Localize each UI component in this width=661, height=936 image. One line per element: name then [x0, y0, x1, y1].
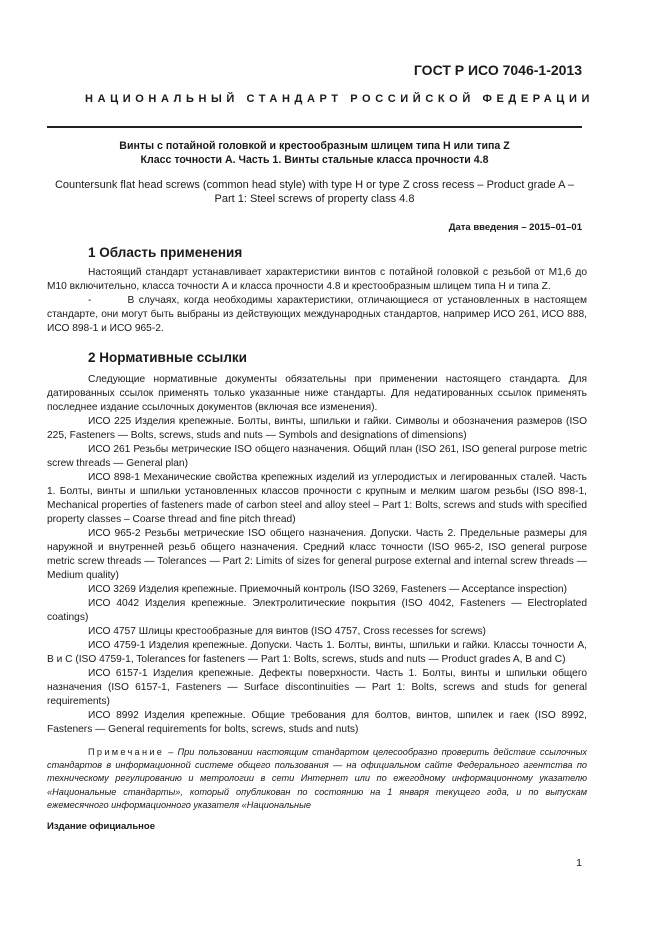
section-2-heading: 2 Нормативные ссылки: [88, 350, 247, 365]
reference-item: ИСО 6157-1 Изделия крепежные. Дефекты поверхности. Часть 1. Болты, винты и шпильки общего назначения (ISO 6157-1, Fasteners — Surface discontinuities — Part 1: Bolts, screws and studs for general requirements): [47, 668, 587, 707]
section-1-paragraph: - В случаях, когда необходимы характеристики, отличающиеся от установленных в настоящем стандарте, они могут быть выбраны из действующих международных стандартов, например ИСО 261, ИСО 888, ИСО 898-1 и ИСО 965-2.: [47, 295, 590, 334]
note-block: [47, 746, 587, 812]
introduction-date: Дата введения – 2015–01–01: [448, 222, 582, 233]
reference-item: ИСО 898-1 Механические свойства крепежных изделий из углеродистых и легированных сталей. Часть 1. Болты, винты и шпильки установленных классов прочности с крупным и мелким шагом резьбы (ISO 898-1, Mechanical properties of fasteners made of carbon steel and alloy steel – Part 1: Bolts, screws and studs with specified property classes – Coarse thread and fine pitch thread): [47, 472, 587, 525]
page-number: 1: [576, 857, 582, 869]
note-text: – При пользовании настоящим стандартом целесообразно проверить действие ссылочных стандартов в информационной системе общего пользования — на официальном сайте Федерального агентства по техническому регулированию и метрологии в сети Интернет или по ежегодному информационному указателю «Национальные стандарты», который опубликован по состоянию на 1 января текущего года, и по выпускам ежемесячного информационного указателя «Национальные: [47, 747, 587, 810]
section-2-intro: Следующие нормативные документы обязательны при применении настоящего стандарта. Для датированных ссылок применять только указанные ниже стандарты. Для недатированных ссылок применять последнее издание ссылочных документов (включая все изменения).: [47, 374, 587, 413]
standard-number: ГОСТ Р ИСО 7046-1-2013: [413, 62, 582, 78]
official-edition-label: Издание официальное: [47, 821, 155, 832]
section-1-heading: 1 Область применения: [88, 245, 243, 260]
reference-item: ИСО 8992 Изделия крепежные. Общие требования для болтов, винтов, шпилек и гаек (ISO 8992, Fasteners — General requirements for bolts, screws, studs and nuts): [47, 710, 587, 735]
note-label: Примечание: [88, 747, 165, 757]
reference-item: ИСО 4042 Изделия крепежные. Электролитические покрытия (ISO 4042, Fasteners — Electroplated coatings): [47, 598, 587, 623]
title-english: Countersunk flat head screws (common head style) with type H or type Z cross recess – Product grade A – Part 1: Steel screws of property class 4.8: [54, 179, 575, 205]
reference-item: ИСО 4757 Шлицы крестообразные для винтов (ISO 4757, Cross recesses for screws): [88, 626, 486, 637]
header-divider: [47, 126, 582, 128]
reference-item: ИСО 225 Изделия крепежные. Болты, винты, шпильки и гайки. Символы и обозначения размеров (ISO 225, Fasteners — Bolts, screws, studs and nuts — Symbols and designations of dimensions): [47, 416, 587, 441]
reference-item: ИСО 4759-1 Изделия крепежные. Допуски. Часть 1. Болты, винты, шпильки и гайки. Классы точности A, B и C (ISO 4759-1, Tolerances for fasteners — Part 1: Bolts, screws, studs and nuts — Product grades A, B and C): [47, 640, 587, 665]
title-ru-line-2: Класс точности А. Часть 1. Винты стальные класса прочности 4.8: [140, 154, 489, 166]
national-standard-line: НАЦИОНАЛЬНЫЙ СТАНДАРТ РОССИЙСКОЙ ФЕДЕРАЦИИ: [85, 93, 594, 105]
reference-item: ИСО 3269 Изделия крепежные. Приемочный контроль (ISO 3269, Fasteners — Acceptance inspection): [88, 584, 567, 595]
title-russian: [47, 139, 582, 167]
section-2-body: [47, 373, 587, 737]
title-ru-line-1: Винты с потайной головкой и крестообразным шлицем типа H или типа Z: [119, 140, 510, 152]
reference-item: ИСО 261 Резьбы метрические ISO общего назначения. Общий план (ISO 261, ISO general purpose metric screw threads — General plan): [47, 444, 587, 469]
reference-item: ИСО 965-2 Резьбы метрические ISO общего назначения. Допуски. Часть 2. Предельные размеры для наружной и внутренней резьб общего назначения. Средний класс точности (ISO 965-2, ISO general purpose metric screw threads — Tolerances — Part 2: Limits of sizes for general purpose external and internal screw threads — Medium quality): [47, 528, 587, 581]
section-1-body: [47, 266, 590, 336]
section-1-paragraph: Настоящий стандарт устанавливает характеристики винтов с потайной головкой с резьбой от М1,6 до М10 включительно, класса точности А и класса прочности 4.8 и крестообразным шлицем типа H и типа Z.: [47, 267, 587, 292]
